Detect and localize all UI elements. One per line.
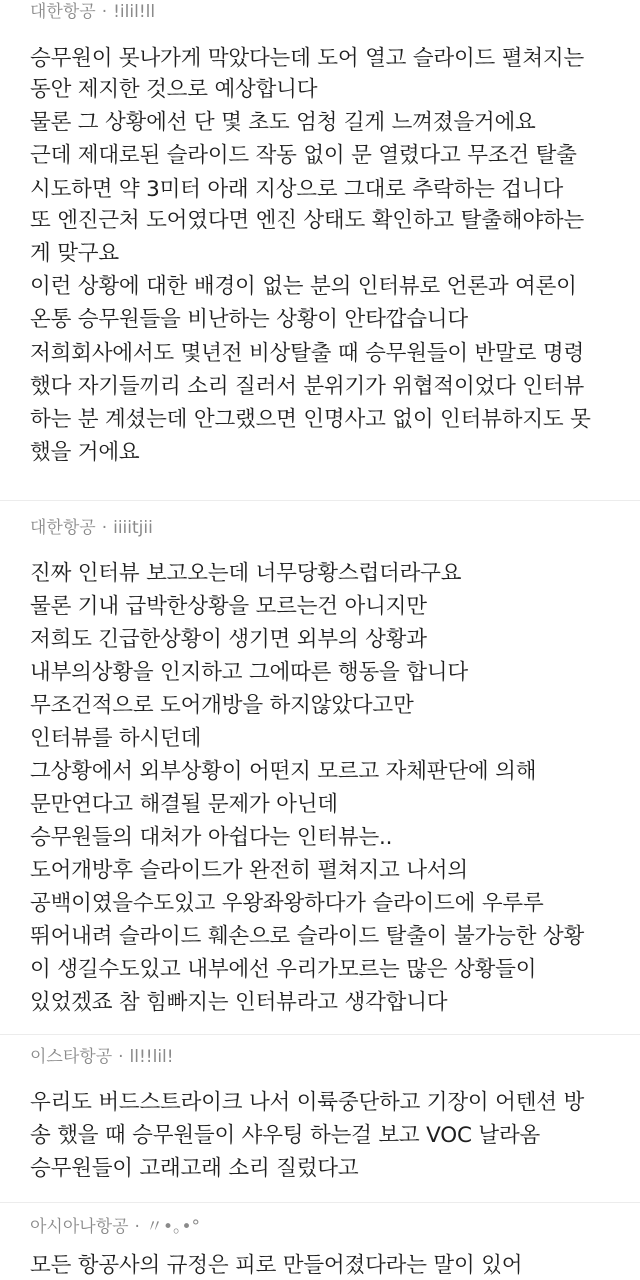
post-text-line: 이 생길수도있고 내부에선 우리가모르는 많은 상황들이 <box>30 957 537 982</box>
post-text-line: 온통 승무원들을 비난하는 상황이 안타깝습니다 <box>30 307 468 332</box>
post-text-line: 우리도 버드스트라이크 나서 이륙중단하고 기장이 어텐션 방 <box>30 1090 585 1115</box>
post-text-line: 모든 항공사의 규정은 피로 만들어졌다라는 말이 있어 <box>30 1253 523 1278</box>
post-text-line: 근데 제대로된 슬라이드 작동 없이 문 열렸다고 무조건 탈출 <box>30 143 577 168</box>
post-text-line: 하는 분 계셨는데 안그랬으면 인명사고 없이 인터뷰하지도 못 <box>30 407 591 432</box>
post-meta <box>30 1047 174 1067</box>
post-text-line: 저희회사에서도 몇년전 비상탈출 때 승무원들이 반말로 명령 <box>30 341 585 366</box>
username: 〃•｡•° <box>145 1217 201 1237</box>
company-label: 대한항공 <box>30 2 96 22</box>
post-meta <box>30 518 153 538</box>
meta-separator: · <box>101 2 108 22</box>
company-label: 이스타항공 <box>30 1047 113 1067</box>
post-text-line: 시도하면 약 3미터 아래 지상으로 그대로 추락하는 겁니다 <box>30 177 564 202</box>
post-text-line: 송 했을 때 승무원들이 샤우팅 하는걸 보고 VOC 날라옴 <box>30 1123 541 1148</box>
post-text-line: 도어개방후 슬라이드가 완전히 펼쳐지고 나서의 <box>30 858 468 883</box>
username: !ilil!ll <box>113 2 156 22</box>
company-label: 대한항공 <box>30 518 96 538</box>
username: ll!!lil! <box>129 1047 174 1067</box>
post-divider <box>0 500 640 501</box>
post-text-line: 또 엔진근처 도어였다면 엔진 상태도 확인하고 탈출해야하는 <box>30 208 585 233</box>
username: iiiitjii <box>113 518 153 538</box>
post-text-line: 문만연다고 해결될 문제가 아닌데 <box>30 792 338 817</box>
post-text-line: 승무원들이 고래고래 소리 질렀다고 <box>30 1156 359 1181</box>
post-meta <box>30 2 155 22</box>
post-text-line: 승무원이 못나가게 막았다는데 도어 열고 슬라이드 펼쳐지는 <box>30 46 585 71</box>
post-divider <box>0 1202 640 1203</box>
post-text-line: 동안 제지한 것으로 예상합니다 <box>30 77 318 102</box>
post-text-line: 그상황에서 외부상황이 어떤지 모르고 자체판단에 의해 <box>30 759 537 784</box>
company-label: 아시아나항공 <box>30 1217 129 1237</box>
post-divider <box>0 1034 640 1035</box>
meta-separator: · <box>101 518 108 538</box>
meta-separator: · <box>118 1047 124 1067</box>
post-text-line: 게 맞구요 <box>30 241 119 266</box>
post-text-line: 무조건적으로 도어개방을 하지않았다고만 <box>30 693 414 718</box>
post-text-line: 물론 그 상황에선 단 몇 초도 엄청 길게 느껴졌을거에요 <box>30 110 536 135</box>
post-text-line: 뛰어내려 슬라이드 훼손으로 슬라이드 탈출이 불가능한 상황 <box>30 924 585 949</box>
post-text-line: 이런 상황에 대한 배경이 없는 분의 인터뷰로 언론과 여론이 <box>30 274 577 299</box>
post-text-line: 진짜 인터뷰 보고오는데 너무당황스럽더라구요 <box>30 561 462 586</box>
post-text-line: 저희도 긴급한상황이 생기면 외부의 상황과 <box>30 627 427 652</box>
post-text-line: 승무원들의 대처가 아쉽다는 인터뷰는.. <box>30 825 393 850</box>
post-meta <box>30 1217 200 1237</box>
post-text-line: 했다 자기들끼리 소리 질러서 분위기가 위협적이었다 인터뷰 <box>30 374 585 399</box>
meta-separator: · <box>134 1217 140 1237</box>
post-text-line: 공백이였을수도있고 우왕좌왕하다가 슬라이드에 우루루 <box>30 891 544 916</box>
post-text-line: 했을 거에요 <box>30 440 140 465</box>
post-text-line: 인터뷰를 하시던데 <box>30 726 202 751</box>
post-text-line: 있었겠죠 참 힘빠지는 인터뷰라고 생각합니다 <box>30 990 448 1015</box>
post-text-line: 물론 기내 급박한상황을 모르는건 아니지만 <box>30 594 427 619</box>
post-text-line: 내부의상황을 인지하고 그에따른 행동을 합니다 <box>30 660 468 685</box>
